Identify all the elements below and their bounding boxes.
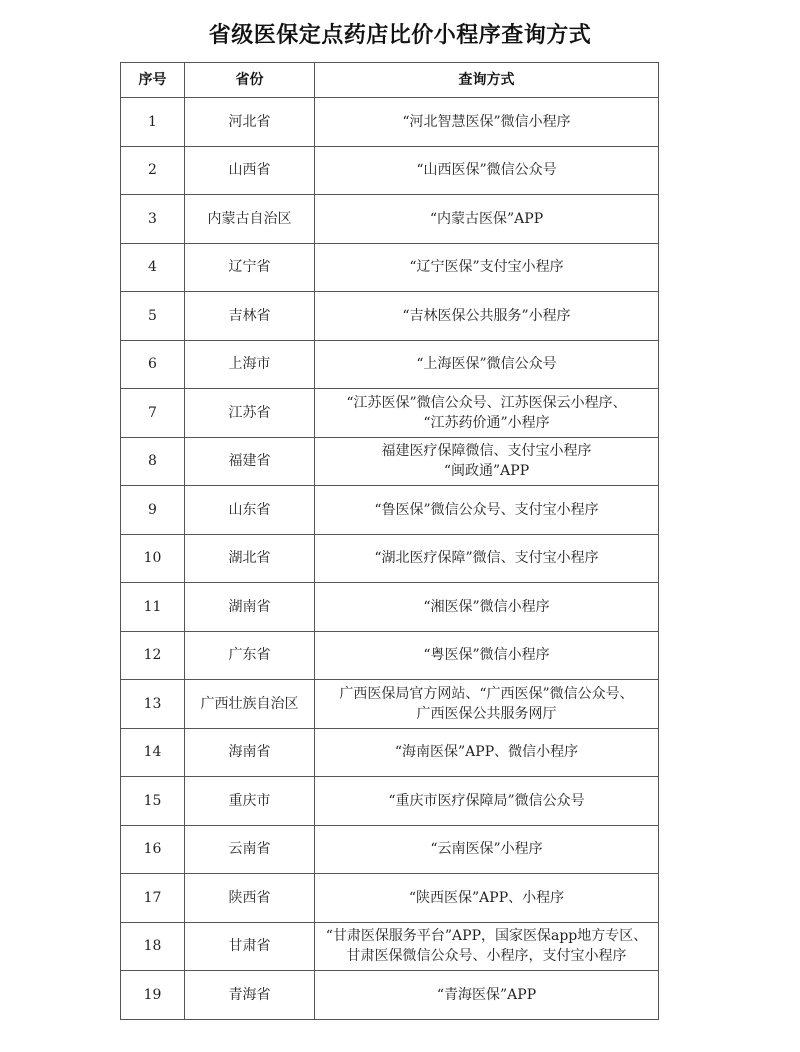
row-number: 17: [121, 874, 185, 923]
row-number: 11: [121, 583, 185, 632]
row-province: 江苏省: [185, 389, 315, 438]
row-method: “江苏医保”微信公众号、江苏医保云小程序、 “江苏药价通”小程序: [315, 389, 659, 438]
row-method: 福建医疗保障微信、支付宝小程序 “闽政通”APP: [315, 437, 659, 486]
row-method: “辽宁医保”支付宝小程序: [315, 243, 659, 292]
table-row: [121, 583, 659, 632]
table-row: [121, 680, 659, 729]
table-row: [121, 728, 659, 777]
row-method: “粤医保”微信小程序: [315, 631, 659, 680]
row-method: “河北智慧医保”微信小程序: [315, 98, 659, 147]
row-number: 1: [121, 98, 185, 147]
row-number: 18: [121, 922, 185, 971]
row-province: 湖北省: [185, 534, 315, 583]
row-province: 山西省: [185, 146, 315, 195]
table-row: [121, 292, 659, 341]
row-province: 云南省: [185, 825, 315, 874]
row-province: 福建省: [185, 437, 315, 486]
table-row: [121, 243, 659, 292]
row-province: 山东省: [185, 486, 315, 535]
row-number: 9: [121, 486, 185, 535]
table-row: [121, 534, 659, 583]
row-number: 12: [121, 631, 185, 680]
table-row: [121, 777, 659, 826]
row-number: 8: [121, 437, 185, 486]
row-number: 14: [121, 728, 185, 777]
row-number: 3: [121, 195, 185, 244]
table-row: [121, 874, 659, 923]
row-province: 广东省: [185, 631, 315, 680]
table-row: [121, 631, 659, 680]
row-number: 16: [121, 825, 185, 874]
row-method: “甘肃医保服务平台”APP，国家医保app地方专区、 甘肃医保微信公众号、小程序，支付宝小程序: [315, 922, 659, 971]
row-province: 河北省: [185, 98, 315, 147]
table-row: [121, 437, 659, 486]
table-row: [121, 486, 659, 535]
document-title: 省级医保定点药店比价小程序查询方式: [208, 23, 592, 48]
row-number: 5: [121, 292, 185, 341]
row-method: “鲁医保”微信公众号、支付宝小程序: [315, 486, 659, 535]
table-row: [121, 825, 659, 874]
row-method: “内蒙古医保”APP: [315, 195, 659, 244]
row-province: 海南省: [185, 728, 315, 777]
table-row: [121, 340, 659, 389]
row-number: 10: [121, 534, 185, 583]
header-method: 查询方式: [315, 63, 659, 98]
table-row: [121, 922, 659, 971]
row-province: 甘肃省: [185, 922, 315, 971]
row-province: 吉林省: [185, 292, 315, 341]
row-method: 广西医保局官方网站、“广西医保”微信公众号、 广西医保公共服务网厅: [315, 680, 659, 729]
row-method: “重庆市医疗保障局”微信公众号: [315, 777, 659, 826]
row-number: 15: [121, 777, 185, 826]
row-method: “湘医保”微信小程序: [315, 583, 659, 632]
table-row: [121, 98, 659, 147]
row-province: 辽宁省: [185, 243, 315, 292]
row-method: “云南医保”小程序: [315, 825, 659, 874]
header-province: 省份: [185, 63, 315, 98]
row-method: “湖北医疗保障”微信、支付宝小程序: [315, 534, 659, 583]
table-header-row: [121, 63, 659, 98]
row-method: “山西医保”微信公众号: [315, 146, 659, 195]
row-number: 13: [121, 680, 185, 729]
row-method: “吉林医保公共服务”小程序: [315, 292, 659, 341]
row-number: 4: [121, 243, 185, 292]
row-province: 重庆市: [185, 777, 315, 826]
table-row: [121, 971, 659, 1020]
table-row: [121, 146, 659, 195]
row-method: “青海医保”APP: [315, 971, 659, 1020]
row-method: “陕西医保”APP、小程序: [315, 874, 659, 923]
row-province: 广西壮族自治区: [185, 680, 315, 729]
table-row: [121, 389, 659, 438]
row-province: 湖南省: [185, 583, 315, 632]
row-number: 7: [121, 389, 185, 438]
row-method: “海南医保”APP、微信小程序: [315, 728, 659, 777]
row-province: 内蒙古自治区: [185, 195, 315, 244]
row-method: “上海医保”微信公众号: [315, 340, 659, 389]
table-row: [121, 195, 659, 244]
row-number: 19: [121, 971, 185, 1020]
row-province: 陕西省: [185, 874, 315, 923]
query-methods-table: [120, 62, 659, 1020]
row-province: 青海省: [185, 971, 315, 1020]
header-no: 序号: [121, 63, 185, 98]
row-number: 2: [121, 146, 185, 195]
row-province: 上海市: [185, 340, 315, 389]
row-number: 6: [121, 340, 185, 389]
